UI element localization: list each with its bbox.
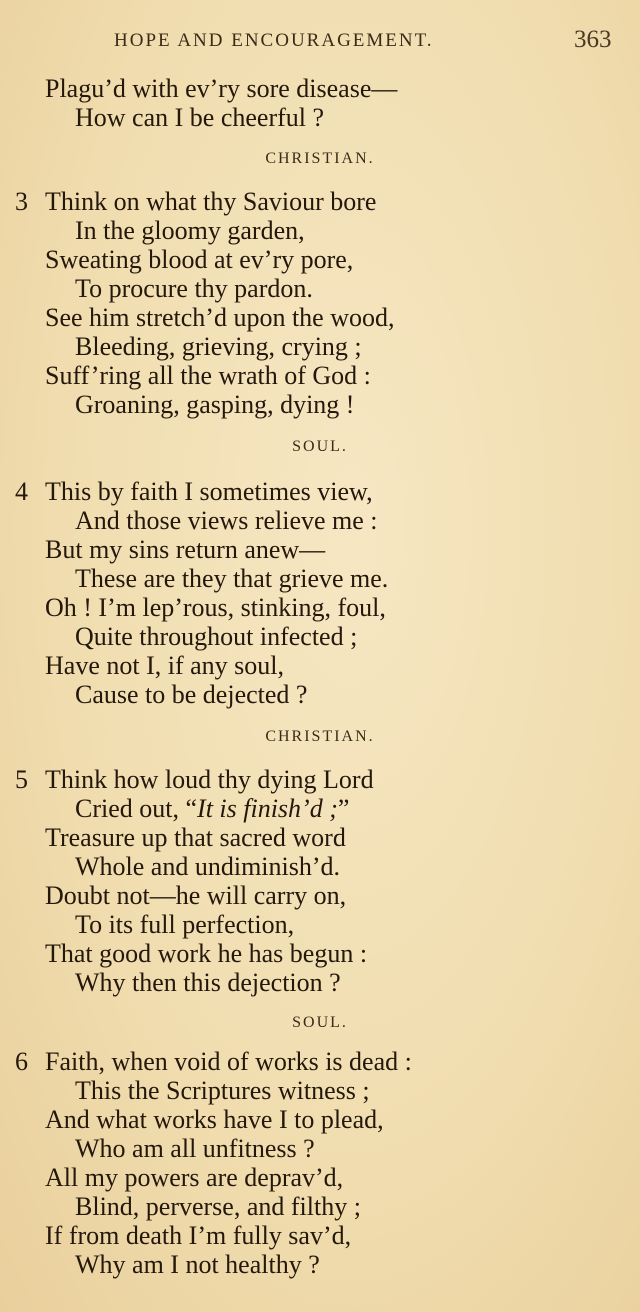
verse-line: Who am all unfitness ? bbox=[75, 1134, 315, 1163]
verse-line: Think how loud thy dying Lord bbox=[45, 765, 374, 794]
running-head bbox=[0, 26, 640, 58]
verse-number: 4 bbox=[15, 477, 28, 506]
verse-line: And those views relieve me : bbox=[75, 506, 378, 535]
verse-number: 5 bbox=[15, 765, 28, 794]
verse-line: Plagu’d with ev’ry sore disease— bbox=[45, 74, 398, 103]
speaker-heading: CHRISTIAN. bbox=[265, 728, 375, 745]
italic-quote: It is finish’d ; bbox=[197, 794, 338, 823]
verse-line: And what works have I to plead, bbox=[45, 1105, 384, 1134]
verse-line: Blind, perverse, and filthy ; bbox=[75, 1192, 361, 1221]
verse-line: In the gloomy garden, bbox=[75, 216, 305, 245]
speaker-heading: SOUL. bbox=[292, 1014, 348, 1031]
verse-number: 6 bbox=[15, 1047, 28, 1076]
verse-line-quote bbox=[75, 794, 349, 824]
verse-line: See him stretch’d upon the wood, bbox=[45, 303, 395, 332]
verse-line: That good work he has begun : bbox=[45, 939, 368, 968]
verse-line: How can I be cheerful ? bbox=[75, 103, 325, 132]
verse-line: Faith, when void of works is dead : bbox=[45, 1047, 412, 1076]
verse-line: This by faith I sometimes view, bbox=[45, 477, 373, 506]
verse-line: Have not I, if any soul, bbox=[45, 651, 285, 680]
verse-line: This the Scriptures witness ; bbox=[75, 1076, 370, 1105]
verse-line: But my sins return anew— bbox=[45, 535, 326, 564]
verse-line: Groaning, gasping, dying ! bbox=[75, 390, 355, 419]
page-number: 363 bbox=[574, 26, 612, 53]
verse-number: 3 bbox=[15, 187, 28, 216]
verse-line: Quite throughout infected ; bbox=[75, 622, 358, 651]
verse-line: Oh ! I’m lep’rous, stinking, foul, bbox=[45, 593, 386, 622]
verse-line: Whole and undiminish’d. bbox=[75, 852, 341, 881]
verse-line-quote-lead: Cried out, “ bbox=[75, 794, 198, 823]
verse-line: To procure thy pardon. bbox=[75, 274, 313, 303]
quote-close: ” bbox=[337, 794, 350, 823]
verse-line: Sweating blood at ev’ry pore, bbox=[45, 245, 354, 274]
verse-line: Why am I not healthy ? bbox=[75, 1250, 320, 1279]
verse-line: If from death I’m fully sav’d, bbox=[45, 1221, 352, 1250]
verse-line: Suff’ring all the wrath of God : bbox=[45, 361, 371, 390]
verse-line: All my powers are deprav’d, bbox=[45, 1163, 344, 1192]
verse-line: To its full perfection, bbox=[75, 910, 295, 939]
verse-line: Cause to be dejected ? bbox=[75, 680, 308, 709]
verse-line: Treasure up that sacred word bbox=[45, 823, 346, 852]
verse-line: Why then this dejection ? bbox=[75, 968, 341, 997]
speaker-heading: CHRISTIAN. bbox=[265, 150, 375, 167]
verse-line: Doubt not—he will carry on, bbox=[45, 881, 347, 910]
verse-line: These are they that grieve me. bbox=[75, 564, 389, 593]
running-title: HOPE AND ENCOURAGEMENT. bbox=[114, 30, 434, 51]
verse-line: Bleeding, grieving, crying ; bbox=[75, 332, 362, 361]
verse-line: Think on what thy Saviour bore bbox=[45, 187, 377, 216]
speaker-heading: SOUL. bbox=[292, 438, 348, 455]
